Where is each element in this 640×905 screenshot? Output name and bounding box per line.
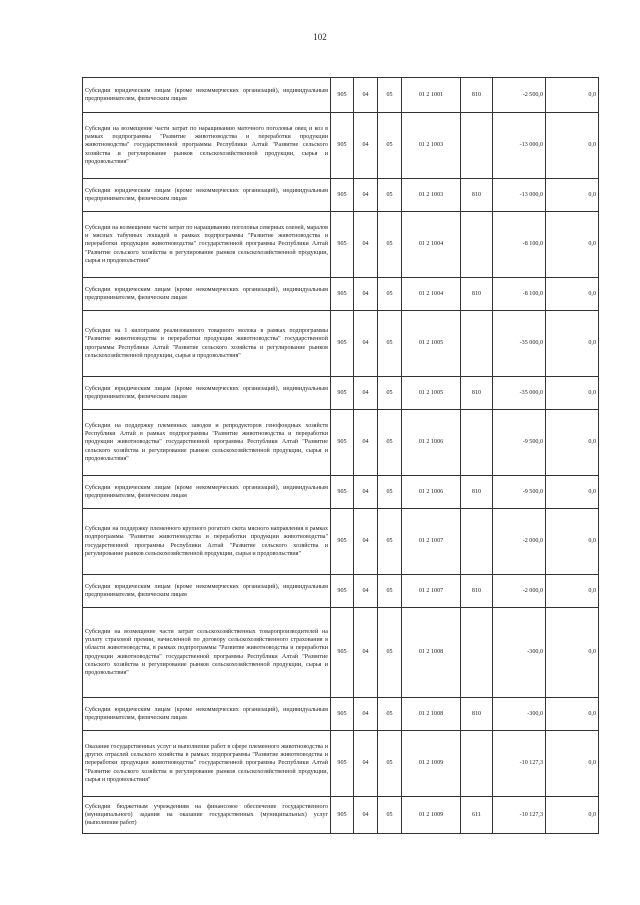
section-code: 04 [354,113,378,179]
section-code: 04 [354,797,378,834]
amount-next: 0,0 [546,698,599,731]
section-code: 04 [354,377,378,410]
table-row [83,278,599,311]
subsection-code: 05 [378,575,402,608]
grbs-code: 905 [331,78,354,113]
section-code: 04 [354,731,378,797]
subsection-code: 05 [378,377,402,410]
target-article-code: 01 2 1004 [402,212,461,278]
expense-type-code: 810 [461,698,493,731]
section-code: 04 [354,78,378,113]
amount-next: 0,0 [546,476,599,509]
expense-type-code: 810 [461,278,493,311]
grbs-code: 905 [331,698,354,731]
target-article-code: 01 2 1001 [402,78,461,113]
grbs-code: 905 [331,311,354,377]
table-row [83,311,599,377]
subsection-code: 05 [378,278,402,311]
target-article-code: 01 2 1003 [402,179,461,212]
expense-type-code [461,608,493,698]
section-code: 04 [354,608,378,698]
section-code: 04 [354,698,378,731]
row-name: Субсидии на поддержку племенного крупного рогатого скота мясного направления в рамках подпрограммы "Развитие животноводства и переработки продукции животноводства" государственной программы Республики Алтай "Развитие сельского хозяйства и регулирование рынков сельскохозяйственной продукции, сырья и продовольствия" [83,509,331,575]
table-row [83,797,599,834]
amount-next: 0,0 [546,212,599,278]
table-row [83,509,599,575]
expense-type-code: 810 [461,377,493,410]
row-name: Субсидии бюджетным учреждениям на финансовое обеспечение государственного (муниципального) задания на оказание государственных (муниципальных) услуг (выполнение работ) [83,797,331,834]
row-name: Субсидии юридическим лицам (кроме некоммерческих организаций), индивидуальным предпринимателям, физическим лицам [83,78,331,113]
amount-next: 0,0 [546,278,599,311]
table-row [83,179,599,212]
amount-change: -2 500,0 [493,78,546,113]
expense-type-code: 810 [461,78,493,113]
section-code: 04 [354,410,378,476]
table-row [83,575,599,608]
amount-next: 0,0 [546,113,599,179]
expense-type-code: 611 [461,797,493,834]
target-article-code: 01 2 1005 [402,377,461,410]
section-code: 04 [354,311,378,377]
grbs-code: 905 [331,179,354,212]
target-article-code: 01 2 1008 [402,698,461,731]
amount-change: -2 000,0 [493,509,546,575]
expense-type-code [461,410,493,476]
table-row [83,698,599,731]
amount-change: -8 100,0 [493,278,546,311]
subsection-code: 05 [378,797,402,834]
subsection-code: 05 [378,509,402,575]
grbs-code: 905 [331,278,354,311]
grbs-code: 905 [331,608,354,698]
target-article-code: 01 2 1006 [402,410,461,476]
row-name: Субсидии юридическим лицам (кроме некоммерческих организаций), индивидуальным предпринимателям, физическим лицам [83,278,331,311]
amount-change: -10 127,3 [493,797,546,834]
expense-type-code: 810 [461,476,493,509]
grbs-code: 905 [331,410,354,476]
amount-change: -35 000,0 [493,311,546,377]
table-row [83,476,599,509]
target-article-code: 01 2 1009 [402,731,461,797]
expense-type-code [461,731,493,797]
subsection-code: 05 [378,311,402,377]
amount-next: 0,0 [546,797,599,834]
amount-next: 0,0 [546,509,599,575]
target-article-code: 01 2 1003 [402,113,461,179]
expense-type-code: 810 [461,575,493,608]
amount-change: -13 000,0 [493,179,546,212]
row-name: Субсидии юридическим лицам (кроме некоммерческих организаций), индивидуальным предпринимателям, физическим лицам [83,575,331,608]
expense-type-code [461,311,493,377]
table-row [83,78,599,113]
amount-next: 0,0 [546,575,599,608]
grbs-code: 905 [331,113,354,179]
table-row [83,377,599,410]
amount-change: -300,0 [493,608,546,698]
amount-next: 0,0 [546,78,599,113]
amount-next: 0,0 [546,179,599,212]
grbs-code: 905 [331,377,354,410]
amount-change: -10 127,3 [493,731,546,797]
expense-type-code: 810 [461,179,493,212]
grbs-code: 905 [331,212,354,278]
row-name: Субсидии на возмещение части затрат по наращиванию поголовья северных оленей, маралов и мясных табунных лошадей в рамках подпрограммы "Развитие животноводства и переработки продукции животноводства" государственной программы Республики Алтай "Развитие сельского хозяйства и регулирование рынков сельскохозяйственной продукции, сырья и продовольствия" [83,212,331,278]
row-name: Субсидии на поддержку племенных заводов и репродукторов генофондных хозяйств Республики Алтай в рамках подпрограммы "Развитие животноводства и переработки продукции животноводства" государственной программы Республики Алтай "Развитие сельского хозяйства и регулирование рынков сельскохозяйственной продукции, сырья и продовольствия" [83,410,331,476]
amount-next: 0,0 [546,731,599,797]
subsection-code: 05 [378,113,402,179]
target-article-code: 01 2 1008 [402,608,461,698]
section-code: 04 [354,212,378,278]
subsection-code: 05 [378,608,402,698]
subsection-code: 05 [378,698,402,731]
row-name: Субсидии юридическим лицам (кроме некоммерческих организаций), индивидуальным предпринимателям, физическим лицам [83,698,331,731]
target-article-code: 01 2 1007 [402,575,461,608]
amount-change: -2 000,0 [493,575,546,608]
row-name: Субсидии на 1 килограмм реализованного товарного молока в рамках подпрограммы "Развитие животноводства и переработки продукции животноводства" государственной программы Республики Алтай "Развитие сельского хозяйства и регулирование рынков сельскохозяйственной продукции, сырья и продовольствия" [83,311,331,377]
grbs-code: 905 [331,797,354,834]
target-article-code: 01 2 1007 [402,509,461,575]
amount-next: 0,0 [546,377,599,410]
subsection-code: 05 [378,179,402,212]
section-code: 04 [354,179,378,212]
table-row [83,410,599,476]
row-name: Субсидии юридическим лицам (кроме некоммерческих организаций), индивидуальным предпринимателям, физическим лицам [83,476,331,509]
grbs-code: 905 [331,509,354,575]
amount-change: -9 500,0 [493,410,546,476]
section-code: 04 [354,476,378,509]
amount-next: 0,0 [546,311,599,377]
amount-change: -9 500,0 [493,476,546,509]
row-name: Субсидии на возмещение части затрат сельскохозяйственных товаропроизводителей на уплату страховой премии, начисленной по договору сельскохозяйственного страхования в области животноводства, в рамках подпрограммы "Развитие животноводства и переработки продукции животноводства" государственной программы Республики Алтай "Развитие сельского хозяйства и регулирование рынков сельскохозяйственной продукции, сырья и продовольствия" [83,608,331,698]
subsection-code: 05 [378,476,402,509]
section-code: 04 [354,278,378,311]
expense-type-code [461,509,493,575]
amount-change: -8 100,0 [493,212,546,278]
grbs-code: 905 [331,731,354,797]
grbs-code: 905 [331,476,354,509]
subsection-code: 05 [378,78,402,113]
table-row [83,212,599,278]
amount-change: -35 000,0 [493,377,546,410]
expense-type-code [461,212,493,278]
page-number: 102 [313,32,327,42]
table-row [83,608,599,698]
amount-change: -300,0 [493,698,546,731]
grbs-code: 905 [331,575,354,608]
budget-table [82,77,599,834]
row-name: Субсидии юридическим лицам (кроме некоммерческих организаций), индивидуальным предпринимателям, физическим лицам [83,377,331,410]
section-code: 04 [354,509,378,575]
amount-change: -13 000,0 [493,113,546,179]
target-article-code: 01 2 1009 [402,797,461,834]
table-row [83,113,599,179]
subsection-code: 05 [378,212,402,278]
subsection-code: 05 [378,731,402,797]
row-name: Оказание государственных услуг и выполнение работ в сфере племенного животноводства и других отраслей сельского хозяйства в рамках подпрограммы "Развитие животноводства и переработки продукции животноводства" государственной программы Республики Алтай "Развитие сельского хозяйства и регулирование рынков сельскохозяйственной продукции, сырья и продовольствия" [83,731,331,797]
table-row [83,731,599,797]
subsection-code: 05 [378,410,402,476]
expense-type-code [461,113,493,179]
target-article-code: 01 2 1004 [402,278,461,311]
target-article-code: 01 2 1006 [402,476,461,509]
row-name: Субсидии на возмещение части затрат по наращиванию маточного поголовья овец и коз в рамках подпрограммы "Развитие животноводства и переработки продукции животноводства" государственной программы Республики Алтай "Развитие сельского хозяйства и регулирование рынков сельскохозяйственной продукции, сырья и продовольствия" [83,113,331,179]
section-code: 04 [354,575,378,608]
row-name: Субсидии юридическим лицам (кроме некоммерческих организаций), индивидуальным предпринимателям, физическим лицам [83,179,331,212]
amount-next: 0,0 [546,608,599,698]
amount-next: 0,0 [546,410,599,476]
target-article-code: 01 2 1005 [402,311,461,377]
